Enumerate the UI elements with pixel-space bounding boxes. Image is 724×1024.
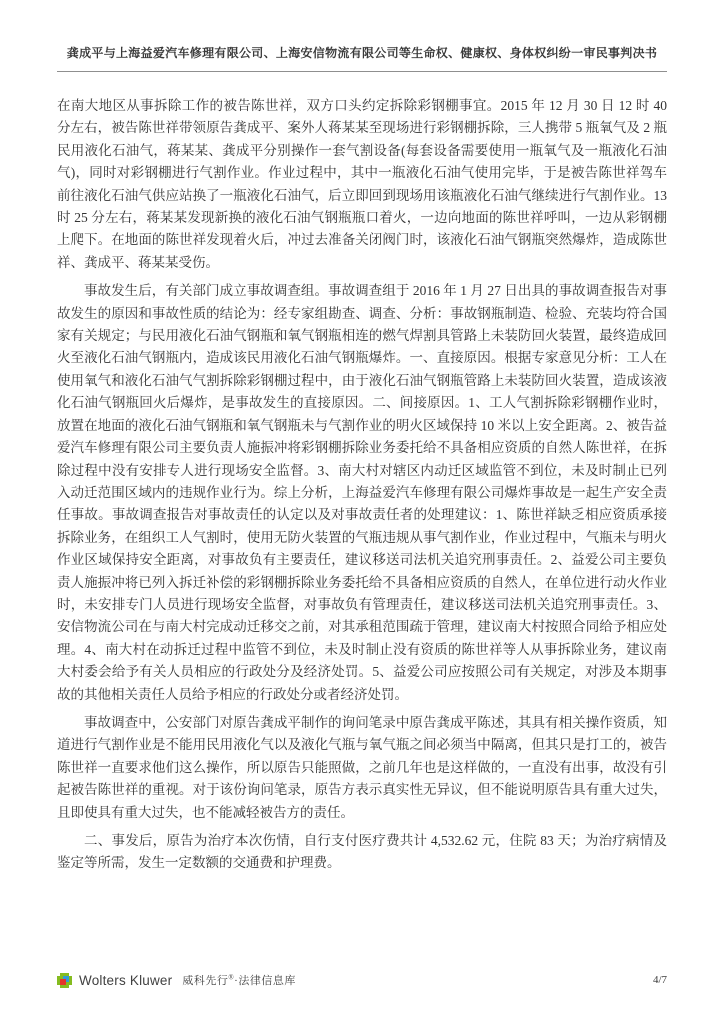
registered-trademark-icon: ® bbox=[228, 973, 235, 982]
brand-name-english: Wolters Kluwer bbox=[79, 972, 173, 988]
paragraph: 事故调查中，公安部门对原告龚成平制作的询问笔录中原告龚成平陈述，其具有相关操作资质，知道进行气割作业是不能用民用液化气以及液化气瓶与氧气瓶之间必须当中隔离，但其只是打工的，被告陈世祥一直要求他们这么操作，所以原告只能照做，之前几年也是这样做的，一直没有出事，故没有引起被告陈世祥的重视。对于该份询问笔录，原告方表示真实性无异议，但不能说明原告具有重大过失，且即使具有重大过失，也不能减轻被告方的责任。 bbox=[57, 714, 667, 820]
page-number: 4/7 bbox=[652, 974, 667, 986]
document-footer bbox=[57, 972, 667, 988]
page-title: 龚成平与上海益爱汽车修理有限公司、上海安信物流有限公司等生命权、健康权、身体权纠纷一审民事判决书 bbox=[66, 46, 658, 60]
paragraph: 二、事发后，原告为治疗本次伤情，自行支付医疗费共计 4,532.62 元，住院 83 天；为治疗病情及鉴定等所需，发生一定数额的交通费和护理费。 bbox=[57, 833, 667, 871]
wolters-kluwer-logo-icon bbox=[57, 973, 72, 988]
brand-name-chinese bbox=[182, 972, 296, 988]
document-body bbox=[57, 95, 667, 875]
brand-name-chinese-prefix: 威科先行 bbox=[182, 975, 229, 987]
wolters-kluwer-brand bbox=[57, 972, 296, 988]
paragraph: 事故发生后，有关部门成立事故调查组。事故调查组于 2016 年 1 月 27 日出具的事故调查报告对事故发生的原因和事故性质的结论为：经专家组勘查、调查、分析：事故钢瓶制造、检验、充装均符合国家有关规定；与民用液化石油气钢瓶和氧气钢瓶相连的燃气焊割具管路上未装防回火装置，最终造成回火至液化石油气钢瓶内，造成该民用液化石油气钢瓶爆炸。一、直接原因。根据专家意见分析：工人在使用氧气和液化石油气气割拆除彩钢棚过程中，由于液化石油气钢瓶管路上未装防回火装置，造成该液化石油气钢瓶回火后爆炸，是事故发生的直接原因。二、间接原因。1、工人气割拆除彩钢棚作业时，放置在地面的液化石油气钢瓶和氧气钢瓶未与气割作业的明火区域保持 10 米以上安全距离。2、被告益爱汽车修理有限公司主要负责人施振冲将彩钢棚拆除业务委托给不具备相应资质的自然人陈世祥，在拆除过程中没有安排专人进行现场安全监督。3、南大村对辖区内动迁区域监管不到位，未及时制止已列入动迁范围区域内的违规作业行为。综上分析，上海益爱汽车修理有限公司爆炸事故是一起生产安全责任事故。事故调查报告对事故责任的认定以及对事故责任者的处理建议：1、陈世祥缺乏相应资质承接拆除业务，在组织工人气割时，使用无防火装置的气瓶违规从事气割作业，作业过程中，气瓶未与明火作业区域保持安全距离，对事故负有主要责任，建议移送司法机关追究刑事责任。2、益爱公司主要负责人施振冲将已列入拆迁补偿的彩钢棚拆除业务委托给不具备相应资质的自然人，在单位进行动火作业时，未安排专门人员进行现场安全监督，对事故负有管理责任，建议移送司法机关追究刑事责任。3、安信物流公司在与南大村完成动迁移交之前，对其承租范围疏于管理，建议南大村按照合同给予相应处理。4、南大村在动拆迁过程中监管不到位，未及时制止没有资质的陈世祥等人从事拆除业务，建议南大村委会给予有关人员相应的行政处分及经济处罚。5、益爱公司应按照公司有关规定，对涉及本期事故的其他相关责任人员给予相应的行政处分或者经济处罚。 bbox=[57, 283, 667, 702]
brand-name-chinese-suffix: ·法律信息库 bbox=[234, 975, 296, 987]
header-divider bbox=[57, 71, 667, 72]
paragraph: 在南大地区从事拆除工作的被告陈世祥，双方口头约定拆除彩钢棚事宜。2015 年 12 月 30 日 12 时 40 分左右，被告陈世祥带领原告龚成平、案外人蒋某某至现场进行彩钢棚拆除，三人携带 5 瓶氧气及 2 瓶民用液化石油气，蒋某某、龚成平分别操作一套气割设备(每套设备需要使用一瓶氧气及一瓶液化石油气)，同时对彩钢棚进行气割作业。作业过程中，其中一瓶液化石油气使用完毕，于是被告陈世祥驾车前往液化石油气供应站换了一瓶液化石油气，后立即回到现场用该瓶液化石油气继续进行气割作业。13 时 25 分左右，蒋某某发现新换的液化石油气钢瓶瓶口着火，一边向地面的陈世祥呼叫，一边从彩钢棚上爬下。在地面的陈世祥发现着火后，冲过去准备关闭阀门时，该液化石油气钢瓶突然爆炸，造成陈世祥、龚成平、蒋某某受伤。 bbox=[57, 98, 667, 270]
document-header bbox=[57, 46, 667, 72]
